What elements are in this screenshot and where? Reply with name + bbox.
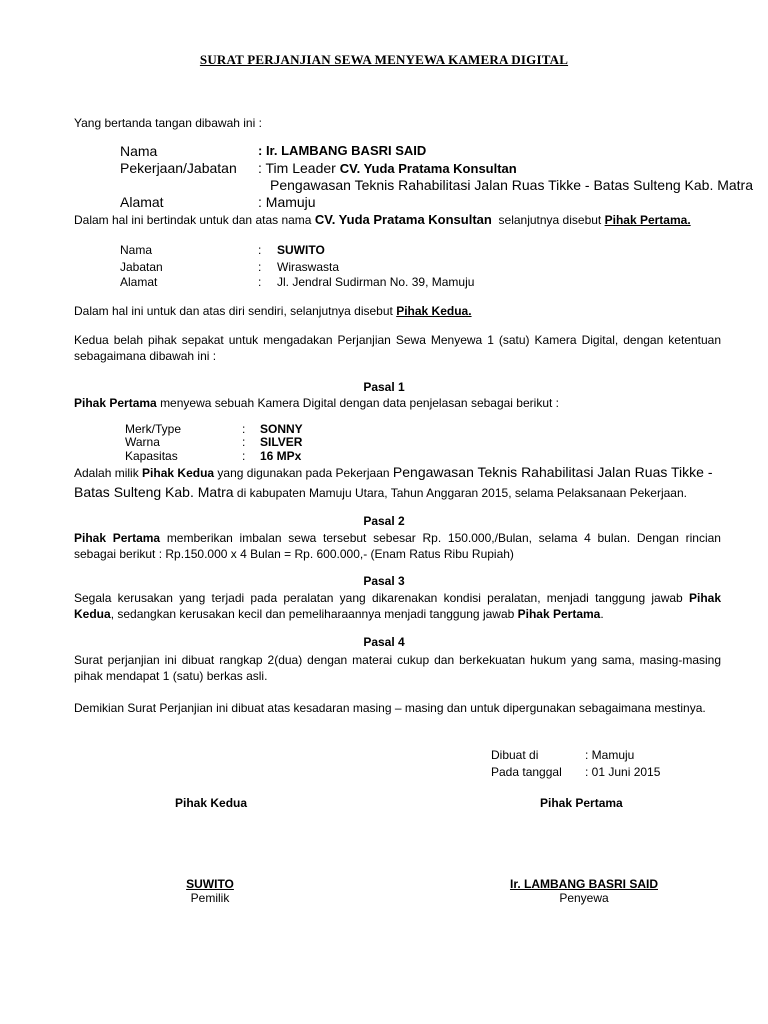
party2-nama-colon: : <box>258 243 262 257</box>
pasal1-line <box>74 396 559 410</box>
tanggal-label: Pada tanggal <box>491 765 562 779</box>
signature-right <box>494 877 674 905</box>
kapasitas-value: 16 MPx <box>260 449 302 463</box>
pasal2-heading: Pasal 2 <box>363 514 405 528</box>
party1-company: CV. Yuda Pratama Konsultan <box>339 161 517 176</box>
pasal1-line-rest: menyewa sebuah Kamera Digital dengan data penjelasan sebagai berikut : <box>160 396 559 410</box>
party1-alamat-value: : Mamuju <box>258 194 316 210</box>
party1-statement-company: CV. Yuda Pratama Konsultan <box>314 212 492 227</box>
party1-pekerjaan-prefix: : Tim Leader <box>258 160 336 176</box>
party2-jabatan-label: Jabatan <box>120 260 163 274</box>
document-title: SURAT PERJANJIAN SEWA MENYEWA KAMERA DIGITAL <box>199 52 569 67</box>
ownership-line2 <box>74 484 687 500</box>
warna-value: SILVER <box>260 435 303 449</box>
intro-text: Yang bertanda tangan dibawah ini : <box>74 116 262 130</box>
signature-right-name: Ir. LAMBANG BASRI SAID <box>509 877 658 891</box>
signature-right-role: Pihak Pertama <box>540 796 623 810</box>
party1-nama-value: : Ir. LAMBANG BASRI SAID <box>258 143 427 158</box>
ownership-line1 <box>74 464 721 480</box>
party2-alamat-label: Alamat <box>120 275 158 289</box>
party1-statement-mid: selanjutnya disebut <box>498 213 602 227</box>
pasal2-bold: Pihak Pertama <box>74 531 161 545</box>
dibuat-label: Dibuat di <box>491 748 539 762</box>
party2-alamat-colon: : <box>258 275 262 289</box>
party2-statement-role: Pihak Kedua. <box>396 304 472 318</box>
party1-pekerjaan-line2: Pengawasan Teknis Rahabilitasi Jalan Ruas Tikke - Batas Sulteng Kab. Matra <box>270 177 754 193</box>
warna-label: Warna <box>125 435 160 449</box>
ownership-project1: Pengawasan Teknis Rahabilitasi Jalan Ruas Tikke - <box>392 464 713 480</box>
party1-alamat-label: Alamat <box>120 194 164 210</box>
pasal3-heading: Pasal 3 <box>363 574 405 588</box>
merk-colon: : <box>242 422 246 436</box>
ownership-mid: yang digunakan pada Pekerjaan <box>217 466 390 480</box>
party2-jabatan-colon: : <box>258 260 262 274</box>
ownership-rest: di kabupaten Mamuju Utara, Tahun Anggaran 2015, selama Pelaksanaan Pekerjaan. <box>236 486 687 500</box>
ownership-project2: Batas Sulteng Kab. Matra <box>74 484 234 500</box>
pasal4-heading: Pasal 4 <box>363 635 405 649</box>
pasal1-line-bold: Pihak Pertama <box>74 396 157 410</box>
party2-alamat-value: Jl. Jendral Sudirman No. 39, Mamuju <box>277 275 475 289</box>
party1-statement <box>74 212 691 227</box>
party1-pekerjaan-value <box>258 160 517 176</box>
signature-right-title: Penyewa <box>559 891 609 905</box>
merk-label: Merk/Type <box>125 422 182 436</box>
pasal3-bold2: Pihak Pertama <box>517 607 601 621</box>
party2-jabatan-value: Wiraswasta <box>277 260 340 274</box>
party2-nama-value: SUWITO <box>277 243 325 257</box>
pasal3-paragraph <box>74 590 721 622</box>
pasal1-heading: Pasal 1 <box>363 380 405 394</box>
party2-nama-label: Nama <box>120 243 153 257</box>
party2-statement <box>74 304 472 318</box>
pasal3-text1: Segala kerusakan yang terjadi pada peralatan yang dikarenakan kondisi peralatan, menjadi tanggung jawab <box>74 591 683 605</box>
kapasitas-colon: : <box>242 449 246 463</box>
pasal2-text: memberikan imbalan sewa tersebut sebesar Rp. 150.000,/Bulan, selama 4 bulan. Dengan rincian sebagai berikut : Rp.150.000 x 4 Bulan = Rp. 600.000,- (Enam Ratus Ribu Rupiah) <box>74 531 721 561</box>
pasal4-paragraph: Surat perjanjian ini dibuat rangkap 2(dua) dengan materai cukup dan berkekuatan hukum yang sama, masing-masing pihak mendapat 1 (satu) berkas asli. <box>74 653 721 683</box>
tanggal-value: : 01 Juni 2015 <box>585 765 661 779</box>
dibuat-value: : Mamuju <box>585 748 635 762</box>
party1-nama-label: Nama <box>120 143 158 159</box>
party1-pekerjaan-label: Pekerjaan/Jabatan <box>120 160 237 176</box>
ownership-pre: Adalah milik <box>74 466 139 480</box>
party2-statement-pre: Dalam hal ini untuk dan atas diri sendiri, selanjutnya disebut <box>74 304 393 318</box>
pasal3-text2: , sedangkan kerusakan kecil dan pemeliharaannya menjadi tanggung jawab <box>110 607 515 621</box>
kapasitas-label: Kapasitas <box>125 449 178 463</box>
signature-left-role: Pihak Kedua <box>175 796 248 810</box>
agreement-paragraph: Kedua belah pihak sepakat untuk mengadakan Perjanjian Sewa Menyewa 1 (satu) Kamera Digital, dengan ketentuan sebagaimana dibawah ini : <box>74 333 721 363</box>
party1-statement-role: Pihak Pertama. <box>604 213 691 227</box>
signature-left-name: SUWITO <box>186 877 234 891</box>
pasal2-paragraph <box>74 530 721 562</box>
signature-left-title: Pemilik <box>190 891 230 905</box>
signature-left <box>150 877 270 905</box>
merk-value: SONNY <box>260 422 303 436</box>
closing-paragraph: Demikian Surat Perjanjian ini dibuat atas kesadaran masing – masing dan untuk dipergunakan sebagaimana mestinya. <box>74 701 706 715</box>
party1-statement-pre: Dalam hal ini bertindak untuk dan atas nama <box>74 213 312 227</box>
pasal3-text3: . <box>600 607 604 621</box>
ownership-bold: Pihak Kedua <box>142 466 215 480</box>
warna-colon: : <box>242 435 246 449</box>
pasal3-bold1: Pihak Kedua <box>74 591 721 621</box>
